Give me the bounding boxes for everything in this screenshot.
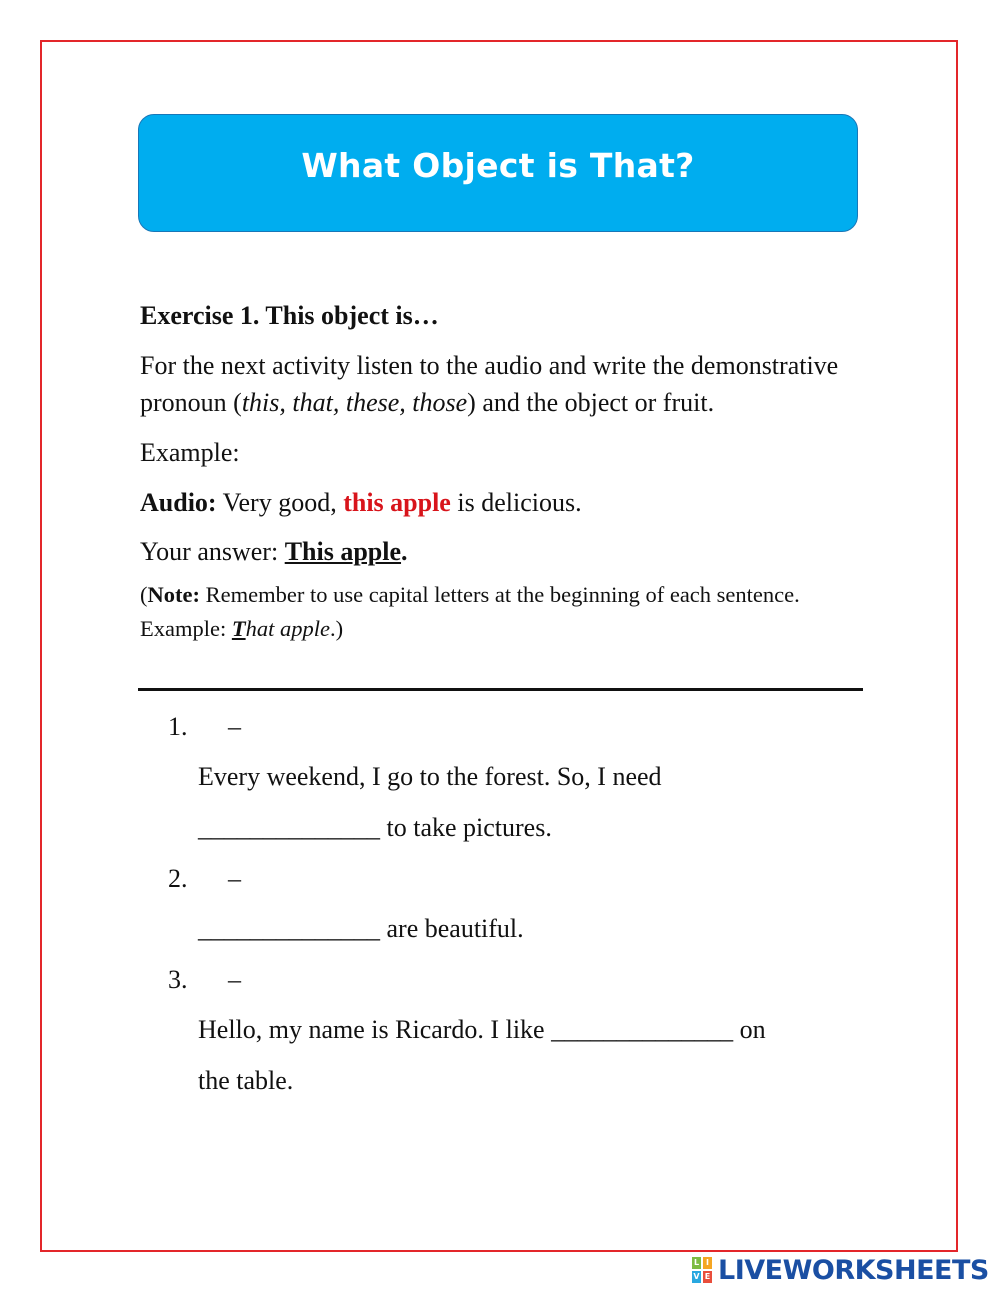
answer-value: This apple: [284, 537, 402, 566]
exercise-title: Exercise 1. This object is…: [140, 301, 439, 330]
note-example-initial: T: [231, 616, 246, 641]
exercise-items: [168, 702, 868, 1107]
item-dash: –: [228, 864, 241, 893]
logo-letter: L: [693, 1258, 700, 1267]
answer-example: Your answer: This apple.: [140, 537, 408, 566]
item-text: the table.: [198, 1066, 294, 1095]
answer-label: Your answer:: [140, 537, 285, 566]
logo-letter: V: [693, 1272, 700, 1281]
pronoun-list: this, that, these, those: [241, 388, 468, 417]
item-number: 1.: [168, 712, 188, 741]
audio-label: Audio:: [140, 488, 217, 517]
liveworksheets-logo[interactable]: [692, 1255, 989, 1285]
note-label: Note:: [147, 582, 200, 607]
item-dash: –: [228, 965, 241, 994]
exercise-item: [168, 702, 868, 854]
brand-name: LIVEWORKSHEETS: [718, 1254, 989, 1286]
exercise-item: [168, 955, 868, 1107]
example-label: Example:: [140, 438, 240, 467]
divider: [138, 688, 863, 691]
logo-letter: E: [704, 1272, 711, 1281]
item-number: 3.: [168, 965, 188, 994]
page-title: What Object is That?: [301, 145, 695, 185]
exercise-section: [140, 298, 860, 646]
item-text[interactable]: ______________ are beautiful.: [198, 914, 524, 943]
logo-letter: I: [703, 1257, 712, 1269]
logo-icon: [692, 1257, 712, 1283]
audio-example: Audio: Very good, this apple is delicious.: [140, 488, 582, 517]
item-number: 2.: [168, 864, 188, 893]
title-banner: [138, 114, 858, 232]
item-text: Every weekend, I go to the forest. So, I need: [198, 762, 662, 791]
audio-highlight: this apple: [343, 488, 451, 517]
instruction-paragraph: For the next activity listen to the audio and write the demonstrative pronoun (this, that, these, those) and the object or fruit.: [140, 351, 839, 417]
item-dash: –: [228, 712, 241, 741]
item-text[interactable]: Hello, my name is Ricardo. I like ______________ on: [198, 1015, 766, 1044]
note: (Note: Remember to use capital letters at the beginning of each sentence. Example: That apple.): [140, 582, 800, 641]
exercise-item: [168, 854, 868, 955]
item-text[interactable]: ______________ to take pictures.: [198, 813, 552, 842]
